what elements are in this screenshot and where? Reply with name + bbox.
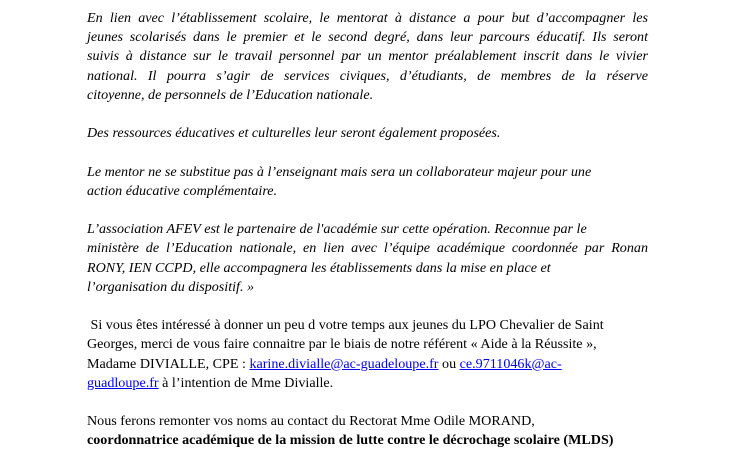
text-line-bold: coordonnatrice académique de la mission de lutte contre le décrochage scolaire (MLDS) <box>87 432 614 449</box>
referent-label: Madame DIVIALLE, CPE : <box>87 355 250 372</box>
text-line: L’association AFEV est le partenaire de l'académie sur cette opération. Reconnue par le <box>87 221 587 238</box>
text-line: jeunes scolarisés dans le premier et le second degré, dans leur parcours éducatif. Ils seront <box>87 29 648 46</box>
paragraph-rectorat-contact <box>87 412 648 450</box>
paragraph-gap <box>87 143 648 162</box>
text-line: ministère de l’Education nationale, en lien avec l’équipe académique coordonnée par Ronan <box>87 240 648 257</box>
text-line: suivis à distance sur le travail personnel par un mentor préalablement inscrit dans le vivier <box>87 48 648 65</box>
text-line: Nous ferons remonter vos noms au contact du Rectorat Mme Odile MORAND, <box>87 413 535 430</box>
text-line: RONY, IEN CCPD, elle accompagnera les établissements dans la mise en place et <box>87 259 551 276</box>
paragraph-mentor-role <box>87 163 648 201</box>
email-link-ce-part2[interactable]: guadloupe.fr <box>87 374 159 391</box>
text-line: En lien avec l’établissement scolaire, le mentorat à distance a pour but d’accompagner les <box>87 10 648 26</box>
paragraph-gap <box>87 393 648 412</box>
paragraph-mentorat-intro <box>87 9 648 105</box>
email-link-divialle[interactable]: karine.divialle@ac-guadeloupe.fr <box>249 355 439 372</box>
text-line: Des ressources éducatives et culturelles leur seront également proposées. <box>87 125 501 142</box>
text-line: national. Il pourra s’agir de services civiques, d’étudiants, de membres de la réserve <box>87 67 648 84</box>
text-line: Si vous êtes intéressé à donner un peu d votre temps aux jeunes du LPO Chevalier de Saint <box>87 317 604 334</box>
paragraph-gap <box>87 201 648 220</box>
email-link-ce-part1[interactable]: ce.9711046k@ac- <box>459 355 562 372</box>
text-line-with-links <box>87 374 648 393</box>
text-line-with-links <box>87 355 648 374</box>
intention-text: à l’intention de Mme Divialle. <box>158 374 334 391</box>
paragraph-ressources <box>87 124 648 143</box>
text-line: action éducative complémentaire. <box>87 182 278 199</box>
link-separator: ou <box>438 355 460 372</box>
document-page <box>87 9 648 451</box>
text-line: l’organisation du dispositif. » <box>87 278 255 295</box>
text-line: Le mentor ne se substitue pas à l’enseignant mais sera un collaborateur majeur pour une <box>87 163 592 180</box>
paragraph-afev-partner <box>87 220 648 297</box>
text-line: Georges, merci de vous faire connaitre par le biais de notre référent « Aide à la Réussite », <box>87 336 597 353</box>
paragraph-volunteer-contact <box>87 316 648 393</box>
paragraph-gap <box>87 105 648 124</box>
paragraph-gap <box>87 297 648 316</box>
text-line: citoyenne, de personnels de l’Education nationale. <box>87 86 374 103</box>
